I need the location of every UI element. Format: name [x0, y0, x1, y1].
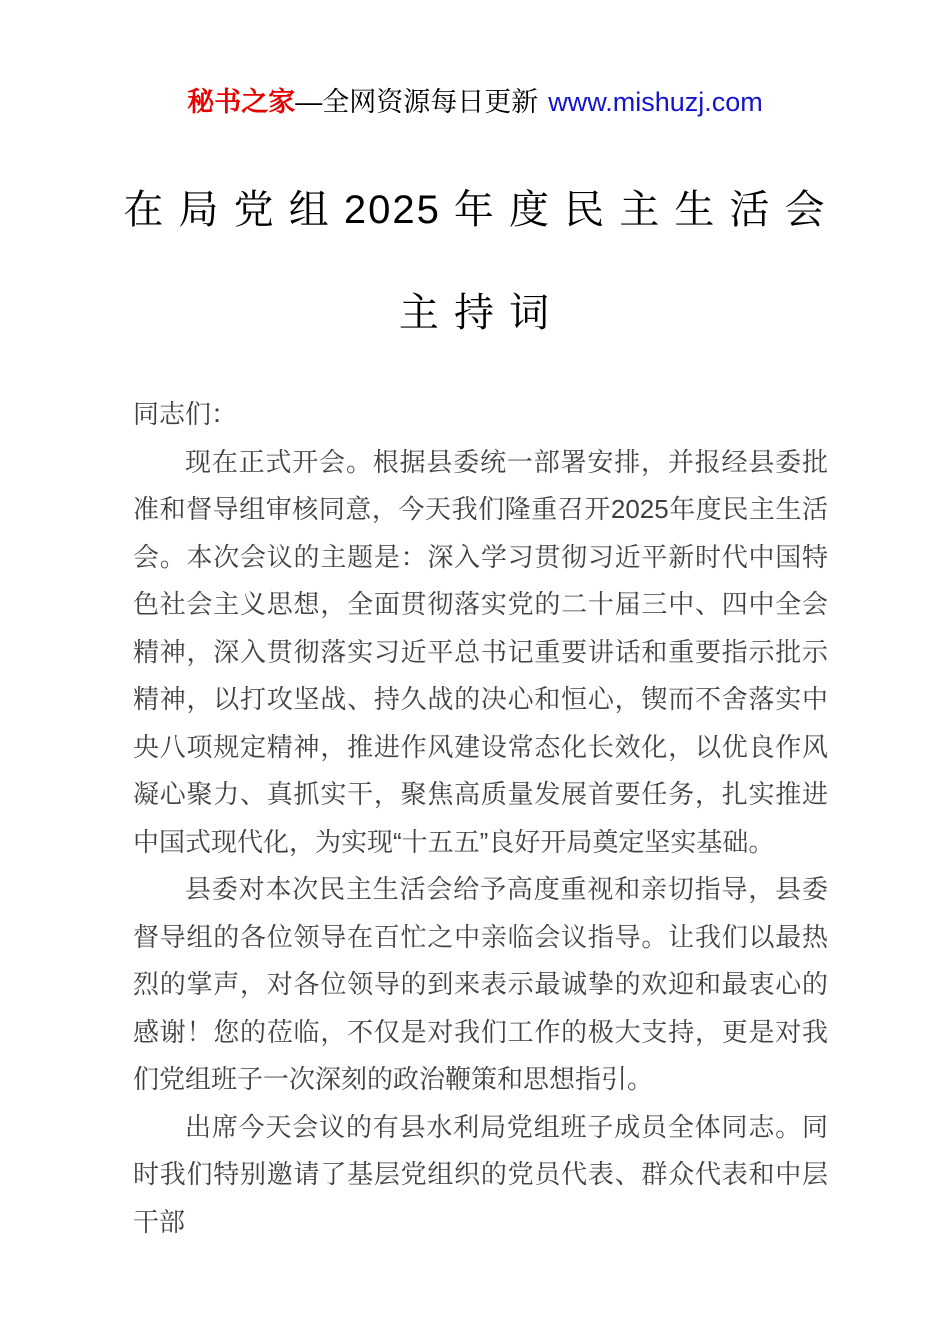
- paragraph-welcome: 县委对本次民主生活会给予高度重视和亲切指导，县委督导组的各位领导在百忙之中亲临会议指导。让我们以最热烈的掌声，对各位领导的到来表示最诚挚的欢迎和最衷心的感谢！您的莅临，不仅是对我们工作的极大支持，更是对我们党组班子一次深刻的政治鞭策和思想指引。: [133, 874, 828, 1094]
- document-body: [133, 391, 828, 1246]
- salutation-line: 同志们：: [133, 399, 238, 429]
- site-brand: 秘书之家: [187, 87, 296, 117]
- site-url-link[interactable]: www.mishuzj.com: [548, 87, 763, 117]
- paragraph-opening: 现在正式开会。根据县委统一部署安排，并报经县委批准和督导组审核同意，今天我们隆重召开2025年度民主生活会。本次会议的主题是：深入学习贯彻习近平新时代中国特色社会主义思想，全面贯彻落实党的二十届三中、四中全会精神，深入贯彻落实习近平总书记重要讲话和重要指示批示精神，以打攻坚战、持久战的决心和恒心，锲而不舍落实中央八项规定精神，推进作风建设常态化长效化，以优良作风凝心聚力、真抓实干，聚焦高质量发展首要任务，扎实推进中国式现代化，为实现“十五五”良好开局奠定坚实基础。: [133, 446, 828, 857]
- document-title-line1: 在 局 党 组 2025 年 度 民 主 生 活 会: [123, 188, 827, 232]
- site-tagline: —全网资源每日更新: [295, 87, 539, 117]
- site-header: [0, 0, 950, 118]
- paragraph-attendees: 出席今天会议的有县水利局党组班子成员全体同志。同时我们特别邀请了基层党组织的党员代表、群众代表和中层干部: [133, 1111, 828, 1237]
- document-title-line2: 主 持 词: [398, 291, 552, 335]
